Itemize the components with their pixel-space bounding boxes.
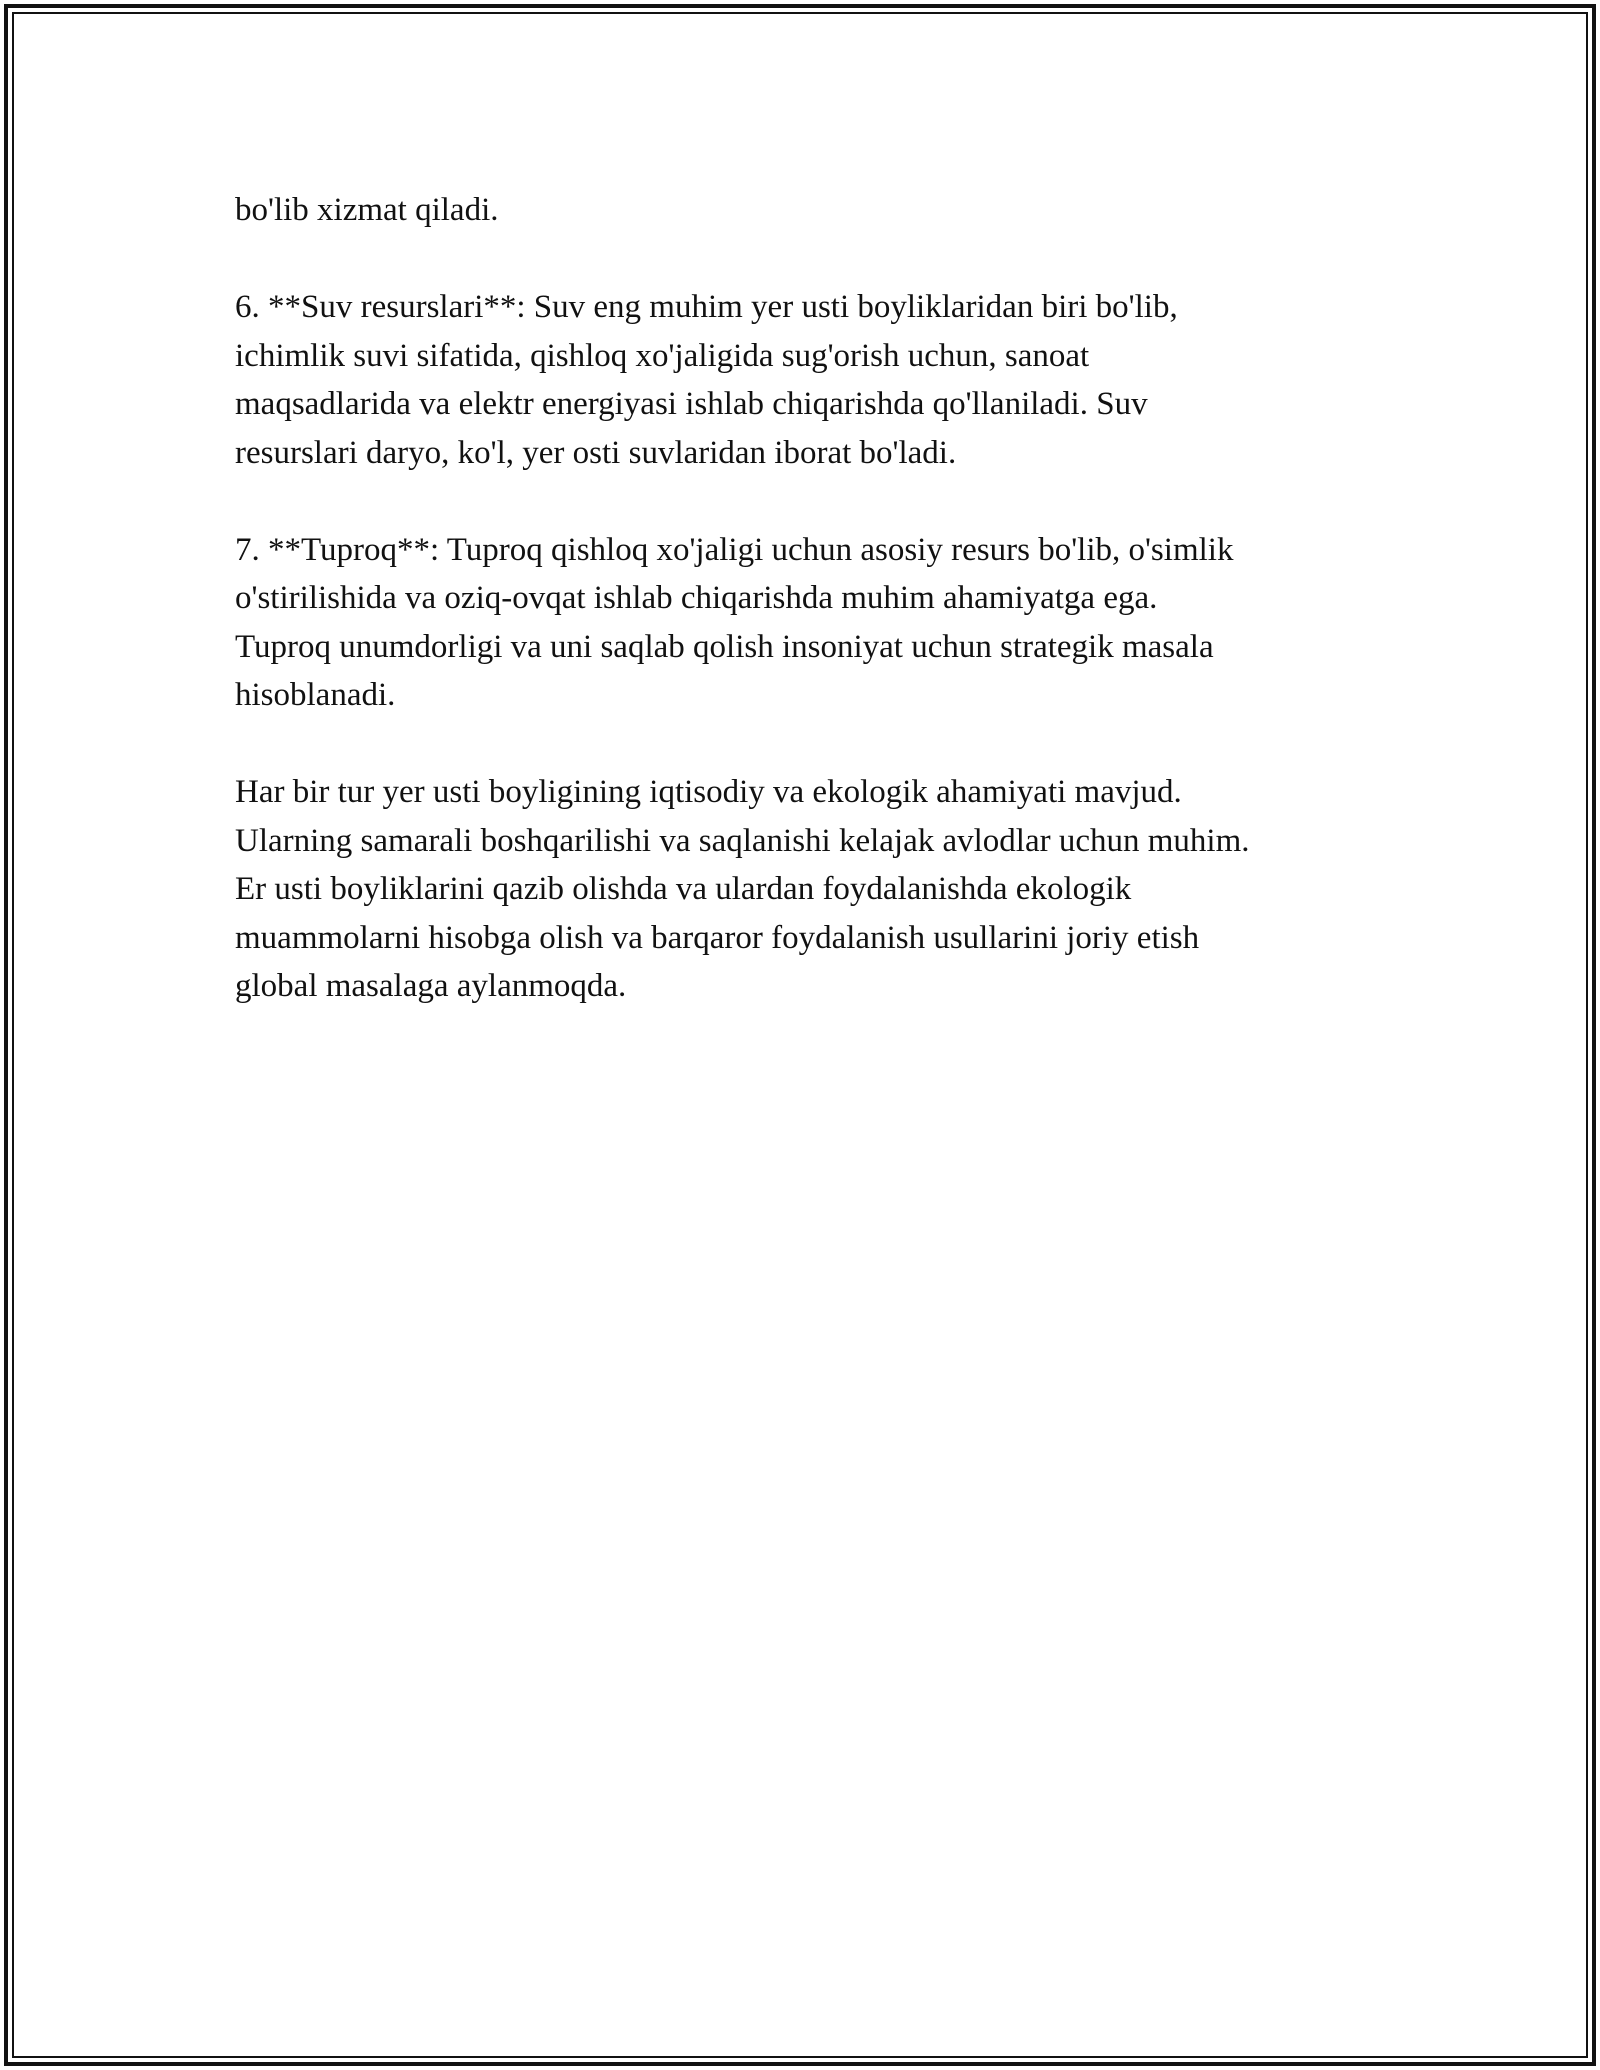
paragraph-item-7-soil: 7. **Tuproq**: Tuproq qishloq xo'jaligi uchun asosiy resurs bo'lib, o'simlik o'stirilishida va oziq-ovqat ishlab chiqarishda muhim ahamiyatga ega. Tuproq unumdorligi va uni saqlab qolish insoniyat uchun strategik masala hisoblanadi. [235, 531, 1234, 713]
paragraph-conclusion: Har bir tur yer usti boyligining iqtisodiy va ekologik ahamiyati mavjud. Ularning samarali boshqarilishi va saqlanishi kelajak avlodlar uchun muhim. Er usti boyliklarini qazib olishda va ulardan foydalanishda ekologik muammolarni hisobga olish va barqaror foydalanish usullarini joriy etish global masalaga aylanmoqda. [235, 774, 1250, 1004]
paragraph-item-6-water-resources: 6. **Suv resurslari**: Suv eng muhim yer usti boyliklaridan biri bo'lib, ichimlik suvi sifatida, qishloq xo'jaligida sug'orish uchun, sanoat maqsadlarida va elektr energiyasi ishlab chiqarishda qo'llaniladi. Suv resurslari daryo, ko'l, yer osti suvlaridan iborat bo'ladi. [235, 289, 1178, 471]
paragraph-continuation: bo'lib xizmat qiladi. [235, 192, 499, 228]
document-body [235, 186, 1395, 1059]
